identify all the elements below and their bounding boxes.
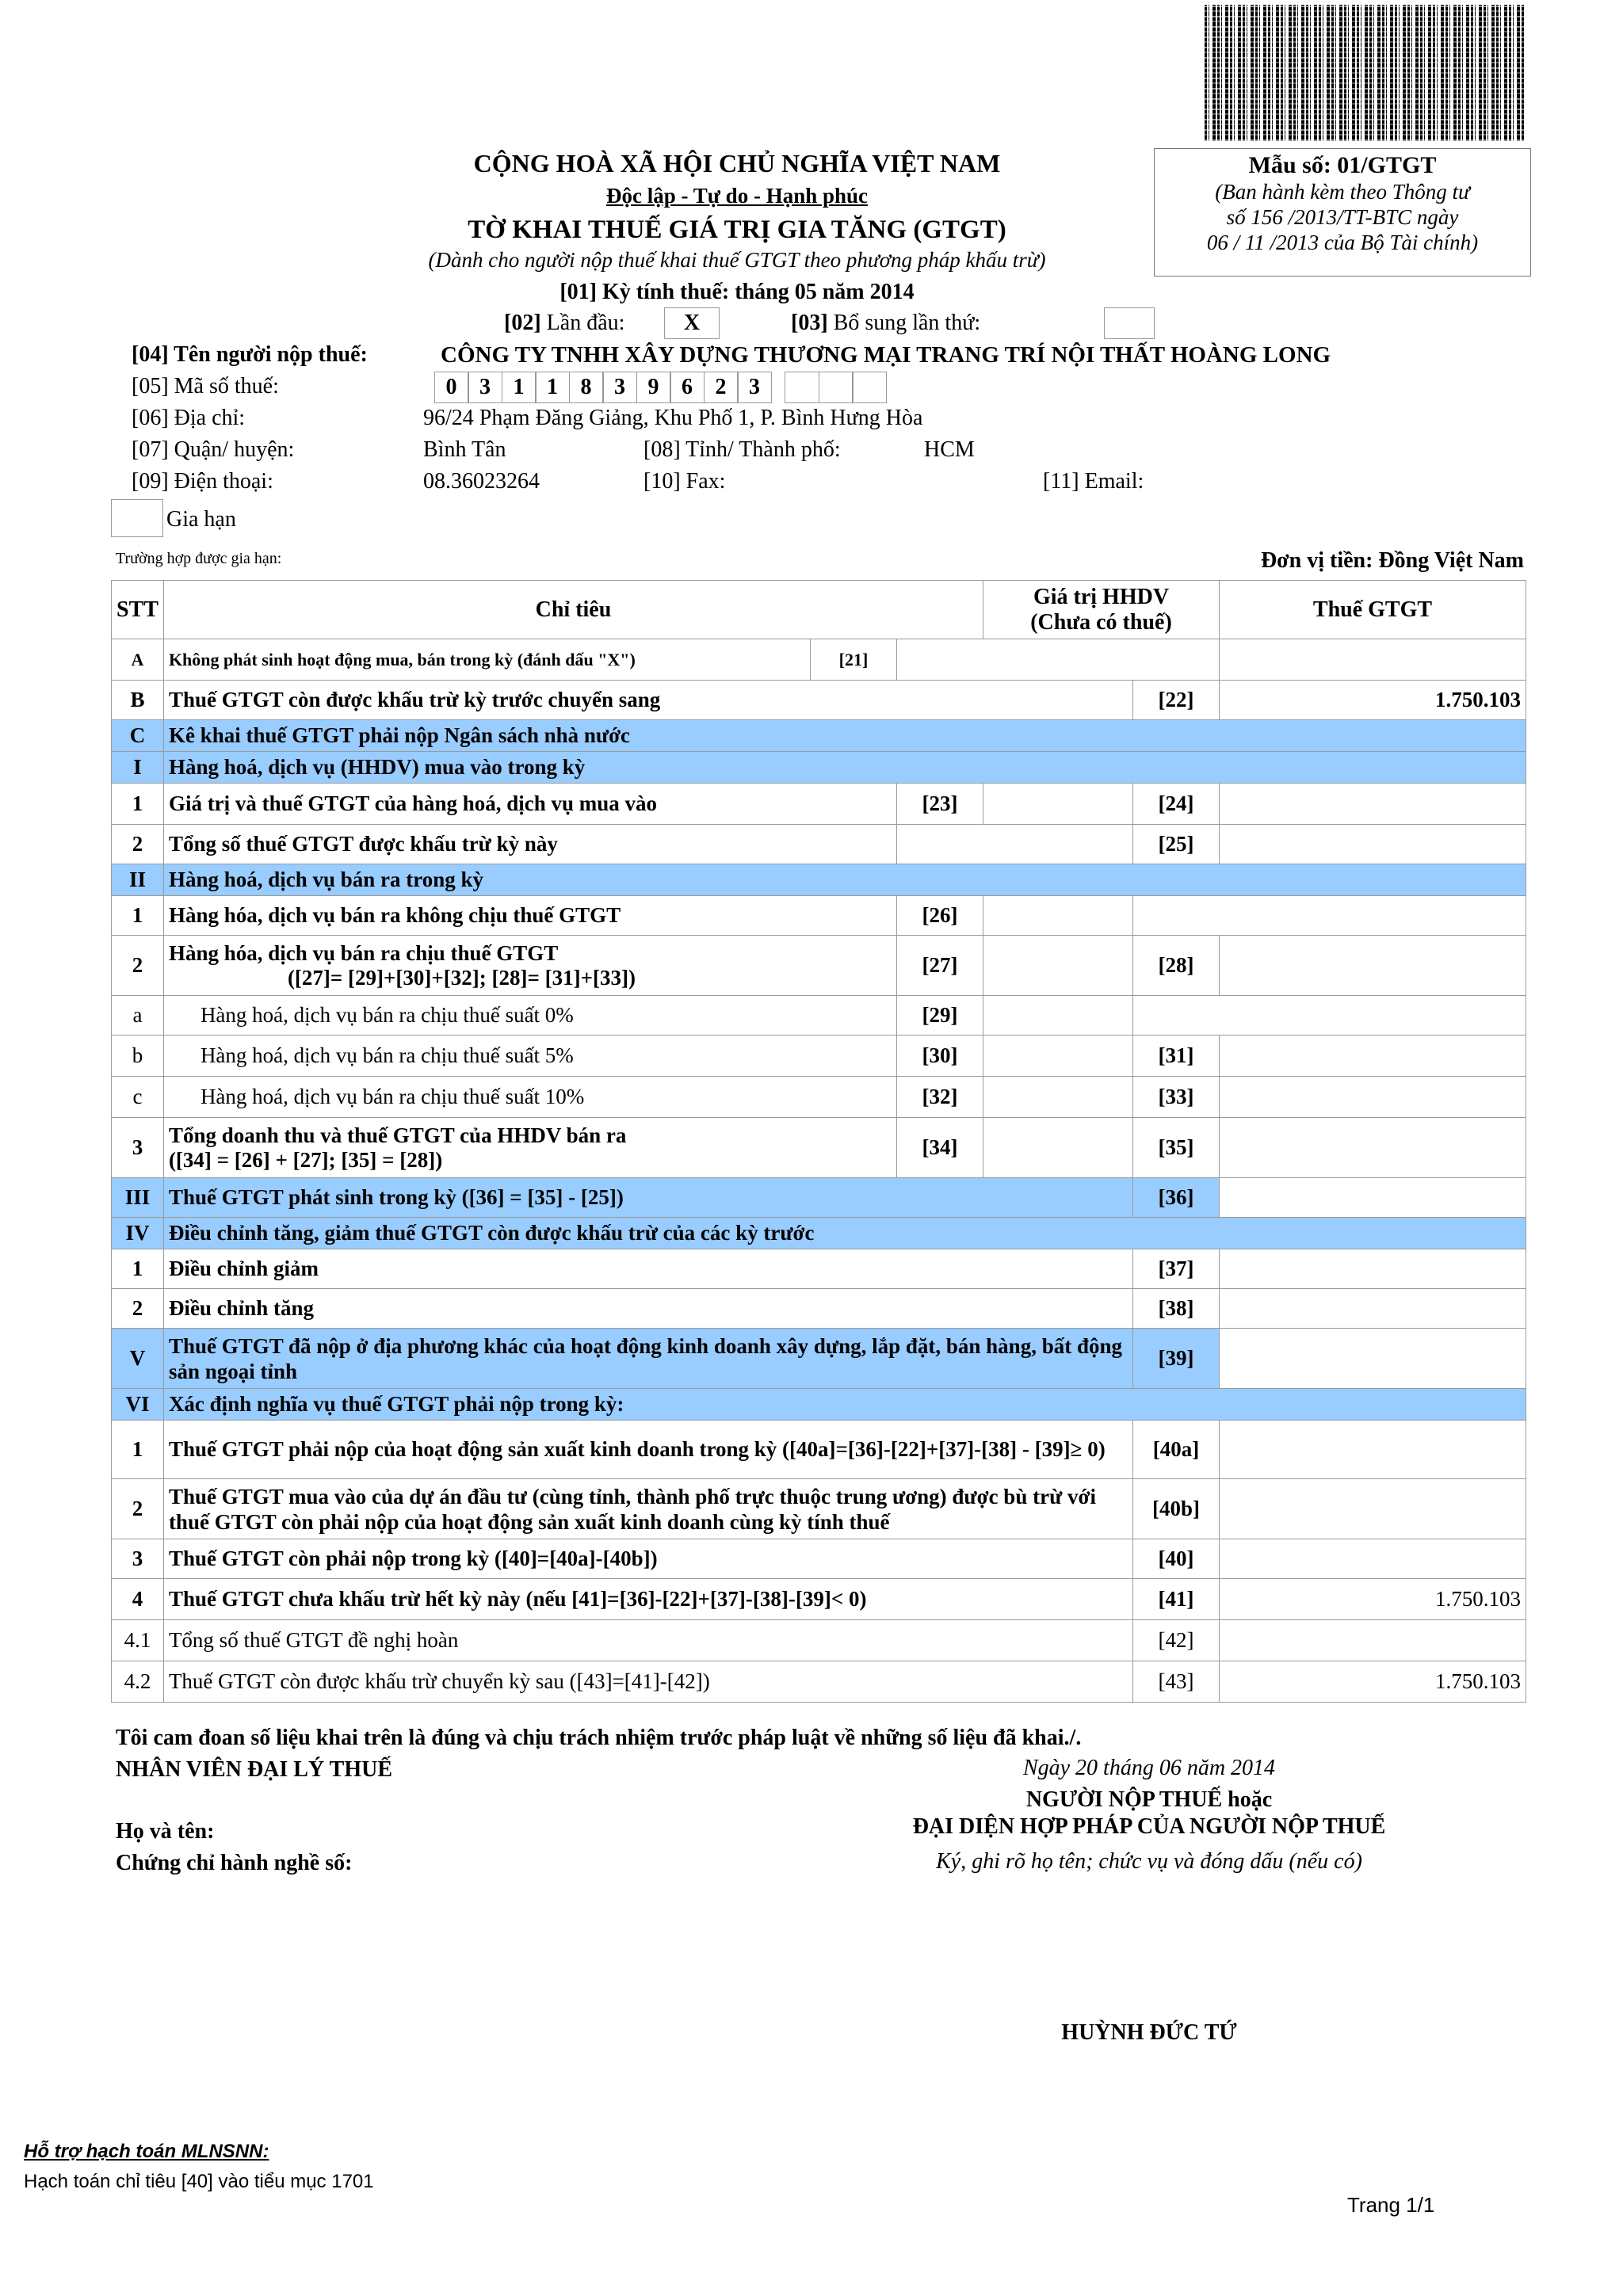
support-note: Hạch toán chỉ tiêu [40] vào tiểu mục 1701 xyxy=(24,2171,374,2192)
row-label: Thuế GTGT mua vào của dự án đầu tư (cùng tỉnh, thành phố trực thuộc trung ương) được bù trừ với thuế GTGT còn phải nộp của hoạt động sản xuất kinh doanh cùng kỳ tính thuế xyxy=(163,1479,1132,1539)
row-code-value: [23] xyxy=(897,784,983,825)
row-label: Thuế GTGT còn phải nộp trong kỳ ([40]=[40a]-[40b]) xyxy=(163,1539,1132,1579)
table-row-VI xyxy=(112,1389,1526,1421)
row-label: Thuế GTGT phải nộp của hoạt động sản xuất kinh doanh trong kỳ ([40a]=[36]-[22]+[37]-[38] - [39]≥ 0) xyxy=(163,1421,1132,1479)
tax-id-label: [05] Mã số thuế: xyxy=(132,374,279,399)
row-code-tax: [35] xyxy=(1133,1118,1220,1178)
row-stt: IV xyxy=(112,1218,164,1249)
row-label: Hàng hoá, dịch vụ bán ra trong kỳ xyxy=(163,864,1526,896)
row-code-tax: [31] xyxy=(1133,1035,1220,1077)
payer-title-line2: ĐẠI DIỆN HỢP PHÁP CỦA NGƯỜI NỘP THUẾ xyxy=(912,1814,1386,1839)
row-label: Điều chỉnh tăng xyxy=(163,1289,1132,1329)
row-stt: A xyxy=(112,639,164,681)
fax-label: [10] Fax: xyxy=(643,469,726,494)
row-stt: 2 xyxy=(112,825,164,864)
row-stt: 4.1 xyxy=(112,1620,164,1661)
agent-cert-label: Chứng chỉ hành nghề số: xyxy=(116,1851,353,1875)
row-stt: II xyxy=(112,864,164,896)
row-empty xyxy=(1133,896,1526,936)
row-tax-cell[interactable] xyxy=(1220,825,1526,864)
row-stt: V xyxy=(112,1329,164,1389)
address-value: 96/24 Phạm Đăng Giảng, Khu Phố 1, P. Bình Hưng Hòa xyxy=(423,406,923,430)
row-label: Thuế GTGT chưa khấu trừ hết kỳ này (nếu [41]=[36]-[22]+[37]-[38]-[39]< 0) xyxy=(163,1579,1132,1620)
tax-period: [01] Kỳ tính thuế: tháng 05 năm 2014 xyxy=(559,280,915,304)
first-time-row xyxy=(504,311,624,336)
row-stt: III xyxy=(112,1178,164,1218)
row-stt: 4.2 xyxy=(112,1661,164,1703)
supplement-label: Bổ sung lần thứ: xyxy=(833,311,981,335)
row-code: [37] xyxy=(1133,1249,1220,1289)
row-code: [40] xyxy=(1133,1539,1220,1579)
row-tax-cell[interactable] xyxy=(1220,1178,1526,1218)
barcode xyxy=(1205,5,1526,141)
support-title: Hỗ trợ hạch toán MLNSNN: xyxy=(24,2141,269,2162)
form-subtitle: (Dành cho người nộp thuế khai thuế GTGT theo phương pháp khấu trừ) xyxy=(428,248,1046,272)
row-label: Điều chỉnh tăng, giảm thuế GTGT còn được khấu trừ của các kỳ trước xyxy=(163,1218,1526,1249)
row-tax-cell[interactable] xyxy=(1220,1539,1526,1579)
supplement-input[interactable] xyxy=(1104,307,1155,339)
row-stt: 2 xyxy=(112,1479,164,1539)
taxpayer-name-label: [04] Tên người nộp thuế: xyxy=(132,342,368,367)
tax-id-digit[interactable]: 2 xyxy=(704,372,739,403)
table-row-IIa xyxy=(112,996,1526,1035)
nation-title: CỘNG HOÀ XÃ HỘI CHỦ NGHĨA VIỆT NAM xyxy=(473,149,1001,177)
row-label xyxy=(163,936,896,996)
table-row-IV2 xyxy=(112,1289,1526,1329)
table-row-I2 xyxy=(112,825,1526,864)
row-code: [41] xyxy=(1133,1579,1220,1620)
row-tax-cell[interactable] xyxy=(1220,1077,1526,1118)
row-stt: a xyxy=(112,996,164,1035)
table-row-II2 xyxy=(112,936,1526,996)
row-stt: 3 xyxy=(112,1118,164,1178)
currency-label: Đơn vị tiền: Đồng Việt Nam xyxy=(1260,548,1524,573)
table-row-I xyxy=(112,752,1526,784)
row-code-value: [26] xyxy=(897,896,983,936)
district-label: [07] Quận/ huyện: xyxy=(132,437,295,462)
province-label: [08] Tỉnh/ Thành phố: xyxy=(643,437,841,462)
row-stt: VI xyxy=(112,1389,164,1421)
phone-label: [09] Điện thoại: xyxy=(132,469,273,494)
page-number: Trang 1/1 xyxy=(1347,2193,1435,2217)
row-tax-cell[interactable] xyxy=(1220,639,1526,681)
row-empty xyxy=(897,825,1133,864)
row-tax-cell[interactable] xyxy=(1220,1620,1526,1661)
declaration-table xyxy=(111,580,1526,1703)
row-label: Thuế GTGT đã nộp ở địa phương khác của hoạt động kinh doanh xây dựng, lắp đặt, bán hàng, bất động sản ngoại tỉnh xyxy=(163,1329,1132,1389)
row-label: Hàng hóa, dịch vụ bán ra không chịu thuế GTGT xyxy=(163,896,896,936)
agent-name-label: Họ và tên: xyxy=(116,1819,215,1844)
table-row-II1 xyxy=(112,896,1526,936)
row-code-tax: [24] xyxy=(1133,784,1220,825)
row-tax-cell[interactable] xyxy=(1220,1035,1526,1077)
row-label-line1: Tổng doanh thu và thuế GTGT của HHDV bán ra xyxy=(168,1123,627,1147)
first-time-checkbox[interactable]: X xyxy=(664,307,720,339)
agent-title: NHÂN VIÊN ĐẠI LÝ THUẾ xyxy=(116,1757,393,1782)
header-value xyxy=(983,581,1220,639)
row-label: Hàng hoá, dịch vụ bán ra chịu thuế suất 10% xyxy=(163,1077,896,1118)
row-tax-value: 1.750.103 xyxy=(1220,681,1526,720)
row-empty xyxy=(1133,996,1526,1035)
table-row-II xyxy=(112,864,1526,896)
row-stt: B xyxy=(112,681,164,720)
payer-title-line1: NGƯỜI NỘP THUẾ hoặc xyxy=(1025,1787,1273,1812)
table-row-IIc xyxy=(112,1077,1526,1118)
phone-value: 08.36023264 xyxy=(423,469,540,494)
row-tax-cell[interactable] xyxy=(1220,1289,1526,1329)
row-code: [40a] xyxy=(1133,1421,1220,1479)
row-tax-cell[interactable] xyxy=(1220,1479,1526,1539)
row-label xyxy=(163,1118,896,1178)
row-code-tax: [25] xyxy=(1133,825,1220,864)
row-stt: c xyxy=(112,1077,164,1118)
form-reference-box xyxy=(1154,148,1531,277)
row-value-cell[interactable] xyxy=(983,784,1133,825)
province-value: HCM xyxy=(924,437,975,462)
tax-id-digit[interactable] xyxy=(785,372,819,403)
header-tax: Thuế GTGT xyxy=(1220,581,1526,639)
table-row-VI3 xyxy=(112,1539,1526,1579)
row-label: Hàng hoá, dịch vụ bán ra chịu thuế suất 0% xyxy=(163,996,896,1035)
table-row-VI42 xyxy=(112,1661,1526,1703)
row-stt: C xyxy=(112,720,164,752)
form-ref-line1: (Ban hành kèm theo Thông tư xyxy=(1215,180,1470,204)
row-value-cell[interactable] xyxy=(983,1118,1133,1178)
row-code-tax: [33] xyxy=(1133,1077,1220,1118)
table-row-C xyxy=(112,720,1526,752)
row-stt: 2 xyxy=(112,1289,164,1329)
row-code-value: [29] xyxy=(897,996,983,1035)
row-stt: 1 xyxy=(112,1421,164,1479)
declaration-date: Ngày 20 tháng 06 năm 2014 xyxy=(1022,1756,1276,1780)
first-time-code: [02] xyxy=(504,311,541,335)
table-header-row xyxy=(112,581,1526,639)
row-label: Hàng hoá, dịch vụ (HHDV) mua vào trong kỳ xyxy=(163,752,1526,784)
row-label: Thuế GTGT còn được khấu trừ chuyển kỳ sau ([43]=[41]-[42]) xyxy=(163,1661,1132,1703)
district-value: Bình Tân xyxy=(423,437,506,462)
row-stt: 1 xyxy=(112,896,164,936)
row-stt: 1 xyxy=(112,784,164,825)
row-label: Hàng hoá, dịch vụ bán ra chịu thuế suất 5% xyxy=(163,1035,896,1077)
table-row-VI4 xyxy=(112,1579,1526,1620)
extension-checkbox[interactable] xyxy=(111,499,163,537)
first-time-label: Lần đầu: xyxy=(546,311,625,335)
row-tax-value: 1.750.103 xyxy=(1220,1579,1526,1620)
tax-id-digit[interactable]: 6 xyxy=(670,372,705,403)
row-code-tax: [28] xyxy=(1133,936,1220,996)
form-ref-line3: 06 / 11 /2013 của Bộ Tài chính) xyxy=(1206,231,1479,254)
table-row-IIb xyxy=(112,1035,1526,1077)
form-ref-line2: số 156 /2013/TT-BTC ngày xyxy=(1226,205,1459,229)
taxpayer-name: CÔNG TY TNHH XÂY DỰNG THƯƠNG MẠI TRANG TRÍ NỘI THẤT HOÀNG LONG xyxy=(441,342,1331,368)
table-row-IV xyxy=(112,1218,1526,1249)
table-row-I1 xyxy=(112,784,1526,825)
tax-id-digit[interactable]: 1 xyxy=(502,372,537,403)
row-label-line2: ([34] = [26] + [27]; [35] = [28]) xyxy=(168,1147,443,1172)
row-tax-cell[interactable] xyxy=(1220,936,1526,996)
row-code: [43] xyxy=(1133,1661,1220,1703)
row-code: [21] xyxy=(811,639,897,681)
row-tax-cell[interactable] xyxy=(1220,1329,1526,1389)
row-label-line2: ([27]= [29]+[30]+[32]; [28]= [31]+[33]) xyxy=(287,965,636,990)
row-stt: 4 xyxy=(112,1579,164,1620)
row-code: [42] xyxy=(1133,1620,1220,1661)
tax-id-digit[interactable]: 0 xyxy=(434,372,469,403)
tax-id-digit[interactable]: 3 xyxy=(737,372,772,403)
row-stt: 3 xyxy=(112,1539,164,1579)
row-value-cell[interactable] xyxy=(897,639,1220,681)
row-code: [40b] xyxy=(1133,1479,1220,1539)
table-row-VI41 xyxy=(112,1620,1526,1661)
table-row-V xyxy=(112,1329,1526,1389)
tax-id-digit[interactable] xyxy=(819,372,854,403)
header-value-line1: Giá trị HHDV xyxy=(1033,584,1170,609)
supplement-row xyxy=(791,311,980,336)
table-row-A xyxy=(112,639,1526,681)
row-label: Thuế GTGT còn được khấu trừ kỳ trước chuyển sang xyxy=(163,681,1132,720)
row-code-value: [30] xyxy=(897,1035,983,1077)
row-label: Xác định nghĩa vụ thuế GTGT phải nộp trong kỳ: xyxy=(163,1389,1526,1421)
row-tax-value: 1.750.103 xyxy=(1220,1661,1526,1703)
tax-id-digit[interactable]: 3 xyxy=(602,372,637,403)
table-row-VI1 xyxy=(112,1421,1526,1479)
table-row-B xyxy=(112,681,1526,720)
commitment-text: Tôi cam đoan số liệu khai trên là đúng và chịu trách nhiệm trước pháp luật về những số liệu đã khai./. xyxy=(116,1726,1082,1750)
row-code-value: [27] xyxy=(897,936,983,996)
row-label: Thuế GTGT phát sinh trong kỳ ([36] = [35] - [25]) xyxy=(163,1178,1132,1218)
row-value-cell[interactable] xyxy=(983,936,1133,996)
row-stt: I xyxy=(112,752,164,784)
row-tax-cell[interactable] xyxy=(1220,1118,1526,1178)
supplement-code: [03] xyxy=(791,311,828,335)
row-value-cell[interactable] xyxy=(983,1035,1133,1077)
row-code: [38] xyxy=(1133,1289,1220,1329)
signer-name: HUỲNH ĐỨC TỨ xyxy=(1061,2020,1237,2045)
row-code-value: [34] xyxy=(897,1118,983,1178)
address-label: [06] Địa chỉ: xyxy=(132,406,246,430)
tax-id-digit[interactable]: 3 xyxy=(468,372,502,403)
row-stt: 2 xyxy=(112,936,164,996)
row-value-cell[interactable] xyxy=(983,996,1133,1035)
header-value-line2: (Chưa có thuế) xyxy=(1030,609,1172,635)
row-label: Tổng số thuế GTGT được khấu trừ kỳ này xyxy=(163,825,896,864)
tax-id-digit[interactable]: 1 xyxy=(535,372,570,403)
table-row-II3 xyxy=(112,1118,1526,1178)
row-label-line1: Hàng hóa, dịch vụ bán ra chịu thuế GTGT xyxy=(168,940,559,965)
row-tax-cell[interactable] xyxy=(1220,1421,1526,1479)
row-label: Điều chỉnh giảm xyxy=(163,1249,1132,1289)
tax-id-digit[interactable]: 8 xyxy=(569,372,604,403)
sign-note: Ký, ghi rõ họ tên; chức vụ và đóng dấu (nếu có) xyxy=(936,1849,1362,1874)
table-row-III xyxy=(112,1178,1526,1218)
row-code: [39] xyxy=(1133,1329,1220,1389)
tax-id-digit[interactable]: 9 xyxy=(636,372,671,403)
row-label: Giá trị và thuế GTGT của hàng hoá, dịch vụ mua vào xyxy=(163,784,896,825)
header-stt: STT xyxy=(112,581,164,639)
row-code-value: [32] xyxy=(897,1077,983,1118)
email-label: [11] Email: xyxy=(1043,469,1144,494)
row-stt: b xyxy=(112,1035,164,1077)
row-label: Kê khai thuế GTGT phải nộp Ngân sách nhà nước xyxy=(163,720,1526,752)
row-tax-cell[interactable] xyxy=(1220,1249,1526,1289)
tax-id-digits xyxy=(435,372,887,403)
table-row-VI2 xyxy=(112,1479,1526,1539)
row-value-cell[interactable] xyxy=(983,1077,1133,1118)
row-label: Không phát sinh hoạt động mua, bán trong kỳ (đánh dấu "X") xyxy=(163,639,810,681)
extension-case-label: Trường hợp được gia hạn: xyxy=(116,550,282,567)
header-indicator: Chỉ tiêu xyxy=(163,581,983,639)
form-number: Mẫu số: 01/GTGT xyxy=(1248,152,1437,178)
motto: Độc lập - Tự do - Hạnh phúc xyxy=(605,184,869,208)
row-value-cell[interactable] xyxy=(983,896,1133,936)
row-label: Tổng số thuế GTGT đề nghị hoàn xyxy=(163,1620,1132,1661)
row-code: [36] xyxy=(1133,1178,1220,1218)
extension-label: Gia hạn xyxy=(166,507,236,532)
row-stt: 1 xyxy=(112,1249,164,1289)
form-title: TỜ KHAI THUẾ GIÁ TRỊ GIA TĂNG (GTGT) xyxy=(468,215,1006,244)
row-tax-cell[interactable] xyxy=(1220,784,1526,825)
tax-id-digit[interactable] xyxy=(852,372,887,403)
row-code: [22] xyxy=(1133,681,1220,720)
table-row-IV1 xyxy=(112,1249,1526,1289)
